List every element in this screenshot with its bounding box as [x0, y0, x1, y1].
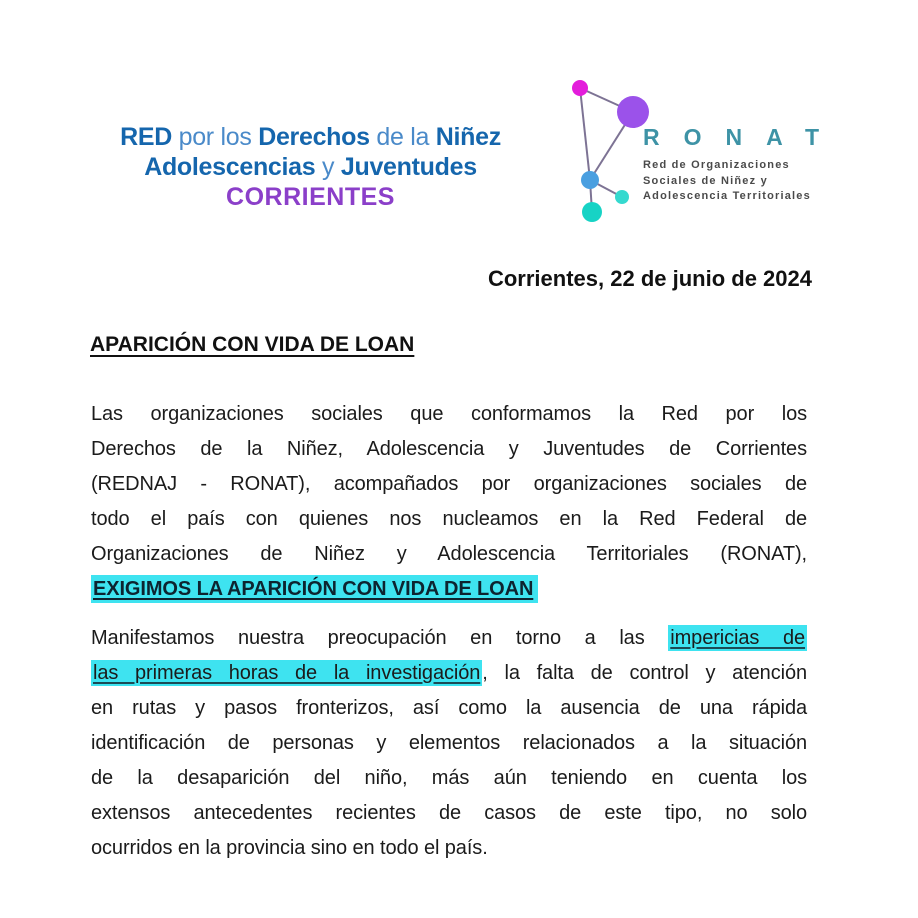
org-word-y: y: [315, 153, 341, 181]
org-word-corrientes: CORRIENTES: [226, 183, 395, 211]
paragraph-2-line2-text: , la falta de control y atención: [482, 662, 807, 684]
paragraph-2: [91, 621, 807, 866]
org-word-juventudes: Juventudes: [340, 153, 477, 181]
paragraph-2-line5: de la desaparición del niño, más aún teniendo en cuenta los: [91, 767, 807, 789]
paragraph-2-line7: ocurridos en la provincia sino en todo el país.: [91, 837, 488, 859]
highlighted-demand: EXIGIMOS LA APARICIÓN CON VIDA DE LOAN: [91, 575, 538, 603]
org-wordmark-line1: [88, 122, 533, 152]
org-word-derechos: Derechos: [258, 123, 370, 151]
ronat-logo: [558, 58, 868, 228]
paragraph-1-line2: Derechos de la Niñez, Adolescencia y Juventudes de Corrientes: [91, 438, 807, 460]
org-word-porlos: por los: [171, 123, 259, 151]
paragraph-2-line1-text: Manifestamos nuestra preocupación en torno a las: [91, 627, 669, 649]
document-heading: APARICIÓN CON VIDA DE LOAN: [90, 333, 415, 356]
paragraph-2-line3: en rutas y pasos fronterizos, así como la ausencia de una rápida: [91, 697, 807, 719]
org-word-ninez: Niñez: [435, 123, 501, 151]
org-word-adolescencias: Adolescencias: [144, 153, 316, 181]
paragraph-2-line2-highlight: las primeras horas de la investigación: [93, 662, 481, 684]
ronat-subtitle: [643, 158, 843, 205]
paragraph-2-line1-highlight: impericias de: [670, 627, 805, 649]
paragraph-2-line1: [91, 621, 807, 656]
paragraph-1-demand-line: [91, 572, 807, 607]
paragraph-2-line4: identificación de personas y elementos relacionados a la situación: [91, 732, 807, 754]
org-wordmark: [88, 122, 533, 212]
paragraph-1: [91, 397, 807, 607]
org-wordmark-line2: [88, 152, 533, 182]
paragraph-1-line4: todo el país con quienes nos nucleamos en la Red Federal de: [91, 508, 807, 530]
ronat-subtitle-line2: Sociales de Niñez y: [643, 174, 768, 187]
paragraph-1-line3: (REDNAJ - RONAT), acompañados por organizaciones sociales de: [91, 473, 807, 495]
paragraph-2-line2: [91, 656, 807, 691]
paragraph-1-line5: Organizaciones de Niñez y Adolescencia Territoriales (RONAT),: [91, 543, 807, 565]
ronat-subtitle-line3: Adolescencia Territoriales: [643, 190, 811, 202]
paragraph-1-line1: Las organizaciones sociales que conformamos la Red por los: [91, 403, 807, 425]
ronat-subtitle-line1: Red de Organizaciones: [643, 159, 790, 171]
paragraph-2-line6: extensos antecedentes recientes de casos de este tipo, no solo: [91, 802, 807, 824]
org-word-dela: de la: [369, 123, 436, 151]
ronat-acronym: RONAT: [643, 124, 844, 150]
org-wordmark-line3: [88, 182, 533, 212]
dateline: Corrientes, 22 de junio de 2024: [487, 266, 812, 291]
ronat-text-block: [643, 124, 843, 205]
org-word-red: RED: [120, 123, 172, 151]
